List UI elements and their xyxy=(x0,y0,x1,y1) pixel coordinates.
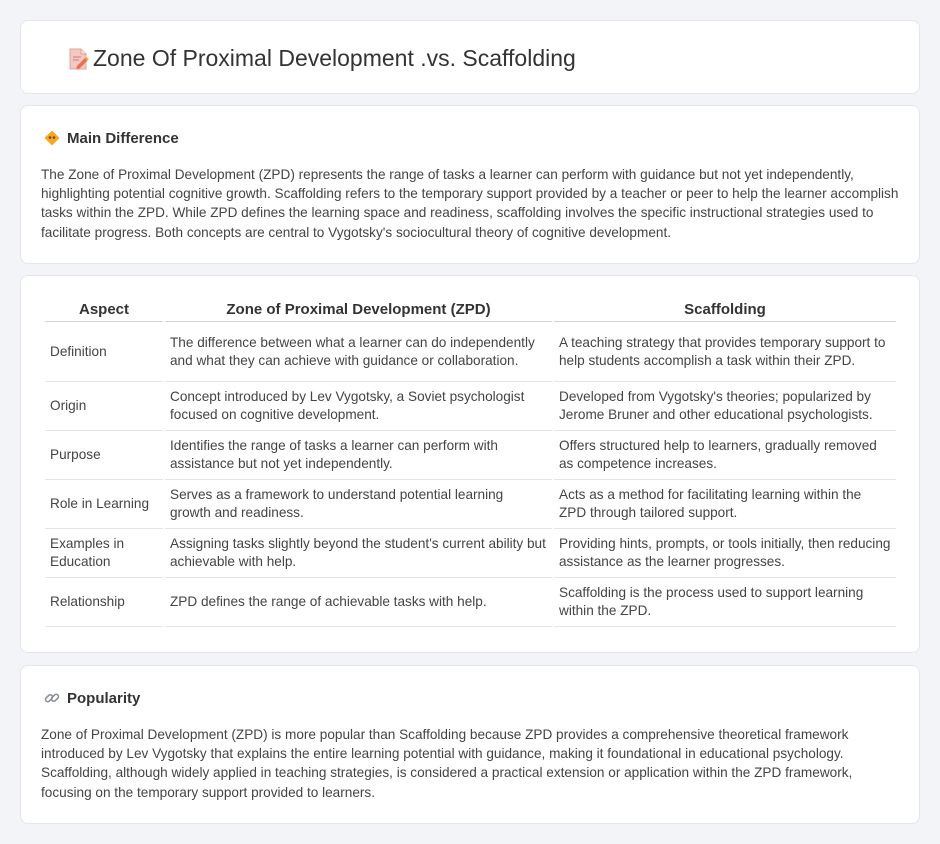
main-difference-text: The Zone of Proximal Development (ZPD) represents the range of tasks a learner can perform with guidance but not yet independently, highlighting potential cognitive growth. Scaffolding refers to the temporary support provided by a teacher or peer to help the learner accomplish tasks within the ZPD. While ZPD defines the learning space and readiness, scaffolding involves the specific instructional strategies used to facilitate progress. Both concepts are central to Vygotsky's sociocultural theory of cognitive development. xyxy=(41,167,899,240)
table-row xyxy=(45,480,896,529)
row-aspect: Relationship xyxy=(45,578,163,627)
table-row xyxy=(45,578,896,627)
comparison-section xyxy=(20,275,920,653)
title-card xyxy=(20,20,920,94)
diamond-icon xyxy=(43,129,61,147)
row-scaffolding: Acts as a method for facilitating learning within the ZPD through tailored support. xyxy=(554,480,896,529)
row-aspect: Role in Learning xyxy=(45,480,163,529)
row-aspect: Definition xyxy=(45,322,163,382)
comparison-table xyxy=(43,296,898,627)
row-scaffolding: Providing hints, prompts, or tools initially, then reducing assistance as the learner progresses. xyxy=(554,529,896,578)
header-aspect: Aspect xyxy=(45,296,163,322)
row-aspect: Origin xyxy=(45,382,163,431)
link-icon xyxy=(43,689,61,707)
header-zpd: Zone of Proximal Development (ZPD) xyxy=(165,296,552,322)
table-row xyxy=(45,322,896,382)
table-header-row xyxy=(45,296,896,322)
row-zpd: Identifies the range of tasks a learner can perform with assistance but not yet independently. xyxy=(165,431,552,480)
popularity-heading: Popularity xyxy=(67,689,141,707)
main-difference-heading: Main Difference xyxy=(67,129,179,147)
popularity-text: Zone of Proximal Development (ZPD) is more popular than Scaffolding because ZPD provides a comprehensive theoretical framework introduced by Lev Vygotsky that explains the entire learning potential with guidance, making it foundational in educational psychology. Scaffolding, although widely applied in teaching strategies, is considered a practical extension or application within the ZPD framework, focusing on the temporary support provided to learners. xyxy=(41,727,853,800)
row-zpd: Concept introduced by Lev Vygotsky, a Soviet psychologist focused on cognitive development. xyxy=(165,382,552,431)
header-scaffolding: Scaffolding xyxy=(554,296,896,322)
table-row xyxy=(45,382,896,431)
row-zpd: ZPD defines the range of achievable tasks with help. xyxy=(165,578,552,627)
row-aspect: Examples in Education xyxy=(45,529,163,578)
table-row xyxy=(45,431,896,480)
row-zpd: Assigning tasks slightly beyond the student's current ability but achievable with help. xyxy=(165,529,552,578)
row-zpd: Serves as a framework to understand potential learning growth and readiness. xyxy=(165,480,552,529)
table-row xyxy=(45,529,896,578)
document-edit-icon xyxy=(65,46,93,74)
row-scaffolding: Developed from Vygotsky's theories; popularized by Jerome Bruner and other educational psychologists. xyxy=(554,382,896,431)
row-aspect: Purpose xyxy=(45,431,163,480)
popularity-section xyxy=(20,665,920,824)
row-zpd: The difference between what a learner can do independently and what they can achieve with guidance or collaboration. xyxy=(165,322,552,382)
main-difference-section xyxy=(20,105,920,264)
row-scaffolding: A teaching strategy that provides temporary support to help students accomplish a task within their ZPD. xyxy=(554,322,896,382)
row-scaffolding: Offers structured help to learners, gradually removed as competence increases. xyxy=(554,431,896,480)
page-title: Zone Of Proximal Development .vs. Scaffolding xyxy=(93,45,576,71)
row-scaffolding: Scaffolding is the process used to support learning within the ZPD. xyxy=(554,578,896,627)
